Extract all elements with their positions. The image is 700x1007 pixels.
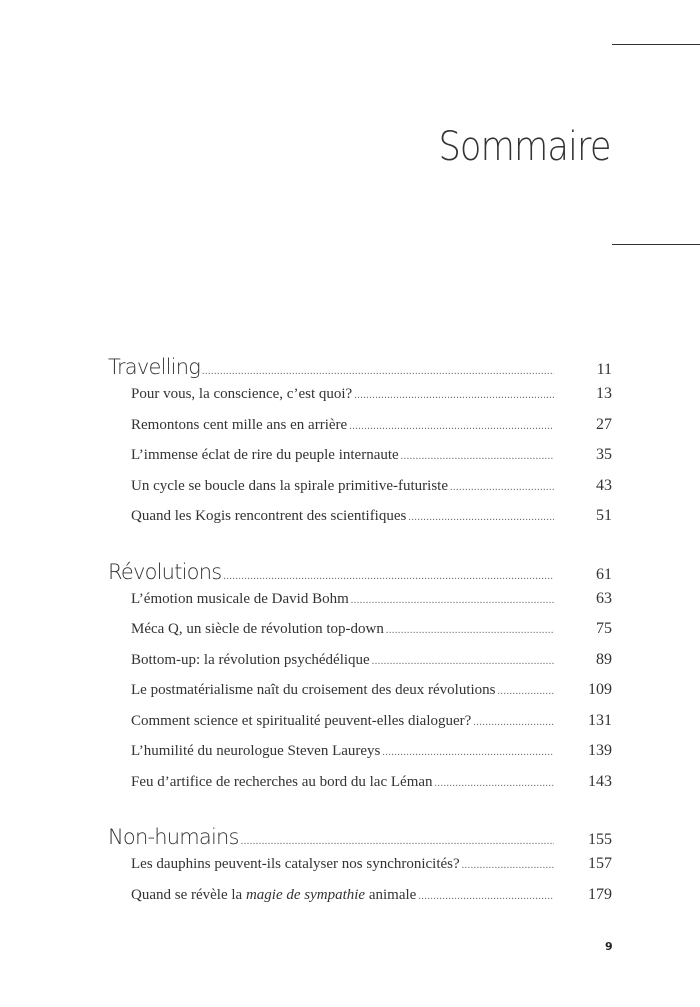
entry-title: L’immense éclat de rire du peuple internaute (131, 447, 399, 463)
section-title: Travelling (108, 355, 201, 379)
leader-dots (354, 390, 554, 401)
leader-dots (462, 860, 554, 871)
page-title: Sommaire (438, 124, 611, 170)
toc-section-travelling[interactable] (108, 355, 612, 385)
page-number: 157 (588, 855, 612, 872)
entry-title: Comment science et spiritualité peuvent-elles dialoguer? (131, 712, 472, 729)
leader-dots (418, 891, 554, 902)
leader-dots (401, 451, 554, 462)
page-number: 13 (596, 385, 612, 402)
toc-entry[interactable] (108, 651, 612, 682)
leader-dots (241, 836, 554, 847)
leader-dots (223, 571, 554, 582)
toc-entry[interactable] (108, 886, 612, 917)
entry-title: Feu d’artifice de recherches au bord du lac Léman (131, 773, 433, 790)
page-number: 75 (596, 620, 612, 637)
entry-title (108, 887, 416, 904)
section-title: Révolutions (108, 559, 222, 584)
entry-title: Un cycle se boucle dans la spirale primitive-futuriste (131, 477, 448, 494)
entry-title: Bottom-up: la révolution psychédélique (131, 651, 370, 668)
section-title: Non-humains (108, 825, 239, 849)
toc-entry[interactable] (108, 712, 612, 743)
leader-dots (372, 656, 554, 667)
leader-dots (498, 686, 555, 697)
entry-title-start: Quand se révèle la (131, 886, 246, 903)
toc-entry[interactable] (108, 385, 612, 416)
leader-dots (435, 778, 554, 789)
entry-title: Remontons cent mille ans en arrière (131, 416, 348, 433)
page-number: 51 (596, 507, 612, 524)
leader-dots (450, 482, 554, 493)
toc-entry[interactable] (108, 416, 612, 447)
entry-title: Pour vous, la conscience, c’est quoi? (131, 386, 353, 402)
page-number: 155 (588, 831, 612, 848)
toc-entry[interactable] (108, 773, 612, 804)
leader-dots (202, 366, 554, 377)
leader-dots (351, 595, 554, 606)
toc-entry[interactable] (108, 855, 612, 886)
entry-title: Les dauphins peuvent-ils catalyser nos synchronicités? (131, 856, 460, 872)
page-number: 63 (596, 589, 612, 607)
toc-entry[interactable] (108, 477, 612, 508)
page-number: 27 (596, 415, 612, 433)
toc-entry[interactable] (108, 446, 612, 477)
top-rule (612, 44, 700, 45)
entry-title: Méca Q, un siècle de révolution top-down (131, 621, 384, 637)
title-rule (612, 244, 700, 245)
leader-dots (382, 747, 554, 758)
toc-section-revolutions[interactable] (108, 560, 612, 590)
leader-dots (408, 512, 554, 523)
page-number: 89 (596, 650, 612, 668)
entry-title: L’émotion musicale de David Bohm (131, 590, 349, 607)
toc-entry[interactable] (108, 681, 612, 712)
page-number: 35 (596, 446, 612, 463)
entry-title: L’humilité du neurologue Steven Laureys (131, 743, 381, 759)
entry-title-italic: magie de sympathie (245, 886, 366, 903)
toc-entry[interactable] (108, 620, 612, 651)
page-number: 139 (588, 742, 612, 759)
toc-section-non-humains[interactable] (108, 825, 612, 855)
leader-dots (349, 421, 554, 432)
folio-page-number: 9 (605, 940, 613, 953)
toc-entry[interactable] (108, 507, 612, 538)
leader-dots (386, 625, 554, 636)
entry-title: Le postmatérialisme naît du croisement des deux révolutions (131, 682, 496, 698)
table-of-contents (108, 355, 612, 916)
toc-entry[interactable] (108, 742, 612, 773)
page-number: 131 (588, 711, 612, 729)
page-number: 109 (588, 681, 612, 698)
entry-title-end: animale (365, 886, 417, 903)
page-number: 43 (596, 476, 612, 494)
page-number: 143 (588, 772, 612, 790)
leader-dots (473, 717, 554, 728)
entry-title: Quand les Kogis rencontrent des scientifiques (131, 508, 407, 524)
toc-entry[interactable] (108, 590, 612, 621)
page-number: 11 (596, 361, 612, 378)
page-number: 61 (596, 565, 612, 583)
page-number: 179 (588, 885, 612, 903)
